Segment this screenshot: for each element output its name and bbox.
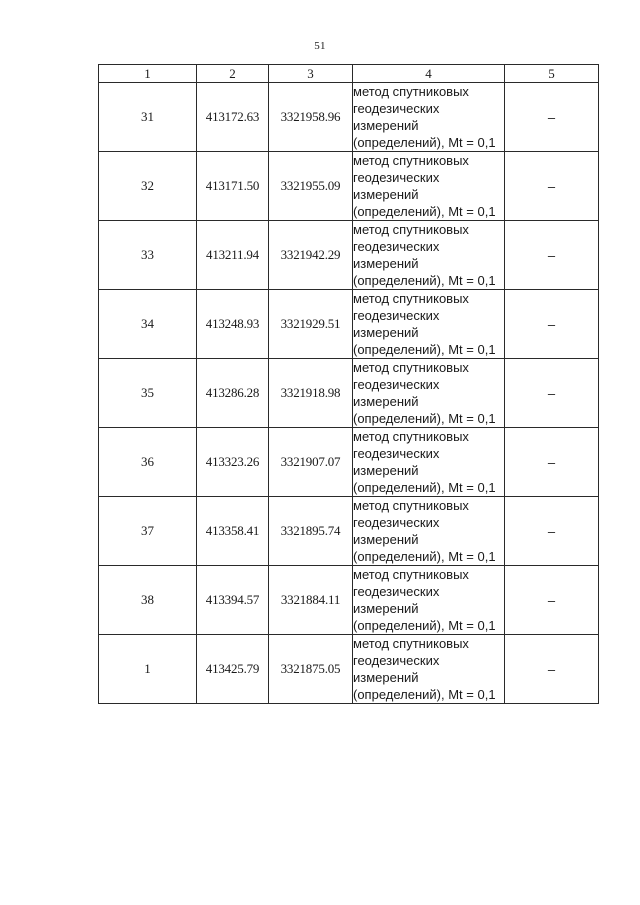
method-text-line: геодезических xyxy=(353,653,440,668)
x-coordinate-cell: 413394.57 xyxy=(197,566,269,635)
method-cell xyxy=(353,83,505,152)
method-text-line: метод спутниковых xyxy=(353,84,469,99)
table-row xyxy=(99,635,599,704)
method-cell xyxy=(353,221,505,290)
method-cell xyxy=(353,359,505,428)
column-header-2: 2 xyxy=(197,65,269,83)
column-5-cell: – xyxy=(505,635,599,704)
y-coordinate-cell: 3321942.29 xyxy=(269,221,353,290)
table-row xyxy=(99,359,599,428)
table-row xyxy=(99,428,599,497)
x-coordinate-cell: 413323.26 xyxy=(197,428,269,497)
table-row xyxy=(99,566,599,635)
method-text-line: геодезических xyxy=(353,584,440,599)
point-number-cell: 36 xyxy=(99,428,197,497)
method-cell xyxy=(353,152,505,221)
method-text-line: измерений xyxy=(353,256,419,271)
column-5-cell: – xyxy=(505,497,599,566)
x-coordinate-cell: 413358.41 xyxy=(197,497,269,566)
method-text-line: измерений xyxy=(353,118,419,133)
method-text-line: измерений xyxy=(353,394,419,409)
x-coordinate-cell: 413248.93 xyxy=(197,290,269,359)
method-text-line: (определений), Mt = 0,1 xyxy=(353,480,496,495)
method-text-line: измерений xyxy=(353,532,419,547)
method-text-line: (определений), Mt = 0,1 xyxy=(353,618,496,633)
method-text-line: (определений), Mt = 0,1 xyxy=(353,204,496,219)
page-number: 51 xyxy=(314,40,326,52)
method-text-line: (определений), Mt = 0,1 xyxy=(353,549,496,564)
y-coordinate-cell: 3321918.98 xyxy=(269,359,353,428)
method-text-line: геодезических xyxy=(353,515,440,530)
x-coordinate-cell: 413286.28 xyxy=(197,359,269,428)
column-5-cell: – xyxy=(505,152,599,221)
method-cell xyxy=(353,497,505,566)
x-coordinate-cell: 413211.94 xyxy=(197,221,269,290)
column-5-cell: – xyxy=(505,566,599,635)
method-cell xyxy=(353,290,505,359)
table-row xyxy=(99,152,599,221)
method-cell xyxy=(353,428,505,497)
column-5-cell: – xyxy=(505,290,599,359)
method-text-line: метод спутниковых xyxy=(353,291,469,306)
y-coordinate-cell: 3321884.11 xyxy=(269,566,353,635)
x-coordinate-cell: 413171.50 xyxy=(197,152,269,221)
method-text-line: метод спутниковых xyxy=(353,567,469,582)
coordinates-table xyxy=(98,64,599,704)
method-text-line: измерений xyxy=(353,187,419,202)
column-header-4: 4 xyxy=(353,65,505,83)
method-text-line: (определений), Mt = 0,1 xyxy=(353,342,496,357)
table-header-row xyxy=(99,65,599,83)
point-number-cell: 32 xyxy=(99,152,197,221)
method-text-line: измерений xyxy=(353,601,419,616)
method-text-line: метод спутниковых xyxy=(353,222,469,237)
method-text-line: метод спутниковых xyxy=(353,498,469,513)
x-coordinate-cell: 413425.79 xyxy=(197,635,269,704)
method-text-line: метод спутниковых xyxy=(353,360,469,375)
method-text-line: измерений xyxy=(353,670,419,685)
y-coordinate-cell: 3321955.09 xyxy=(269,152,353,221)
point-number-cell: 1 xyxy=(99,635,197,704)
column-header-3: 3 xyxy=(269,65,353,83)
y-coordinate-cell: 3321907.07 xyxy=(269,428,353,497)
method-text-line: геодезических xyxy=(353,170,440,185)
method-text-line: (определений), Mt = 0,1 xyxy=(353,135,496,150)
method-text-line: измерений xyxy=(353,325,419,340)
column-header-5: 5 xyxy=(505,65,599,83)
method-cell xyxy=(353,566,505,635)
column-header-1: 1 xyxy=(99,65,197,83)
y-coordinate-cell: 3321929.51 xyxy=(269,290,353,359)
method-text-line: геодезических xyxy=(353,446,440,461)
method-text-line: метод спутниковых xyxy=(353,636,469,651)
method-text-line: геодезических xyxy=(353,308,440,323)
coordinates-table-body xyxy=(99,65,599,704)
point-number-cell: 37 xyxy=(99,497,197,566)
table-row xyxy=(99,221,599,290)
column-5-cell: – xyxy=(505,359,599,428)
point-number-cell: 38 xyxy=(99,566,197,635)
table-row xyxy=(99,497,599,566)
method-cell xyxy=(353,635,505,704)
table-row xyxy=(99,83,599,152)
point-number-cell: 35 xyxy=(99,359,197,428)
table-row xyxy=(99,290,599,359)
y-coordinate-cell: 3321875.05 xyxy=(269,635,353,704)
method-text-line: геодезических xyxy=(353,101,440,116)
method-text-line: (определений), Mt = 0,1 xyxy=(353,411,496,426)
point-number-cell: 31 xyxy=(99,83,197,152)
x-coordinate-cell: 413172.63 xyxy=(197,83,269,152)
method-text-line: геодезических xyxy=(353,377,440,392)
method-text-line: измерений xyxy=(353,463,419,478)
point-number-cell: 34 xyxy=(99,290,197,359)
method-text-line: геодезических xyxy=(353,239,440,254)
method-text-line: метод спутниковых xyxy=(353,429,469,444)
y-coordinate-cell: 3321958.96 xyxy=(269,83,353,152)
point-number-cell: 33 xyxy=(99,221,197,290)
column-5-cell: – xyxy=(505,83,599,152)
method-text-line: (определений), Mt = 0,1 xyxy=(353,687,496,702)
y-coordinate-cell: 3321895.74 xyxy=(269,497,353,566)
method-text-line: метод спутниковых xyxy=(353,153,469,168)
column-5-cell: – xyxy=(505,428,599,497)
method-text-line: (определений), Mt = 0,1 xyxy=(353,273,496,288)
column-5-cell: – xyxy=(505,221,599,290)
